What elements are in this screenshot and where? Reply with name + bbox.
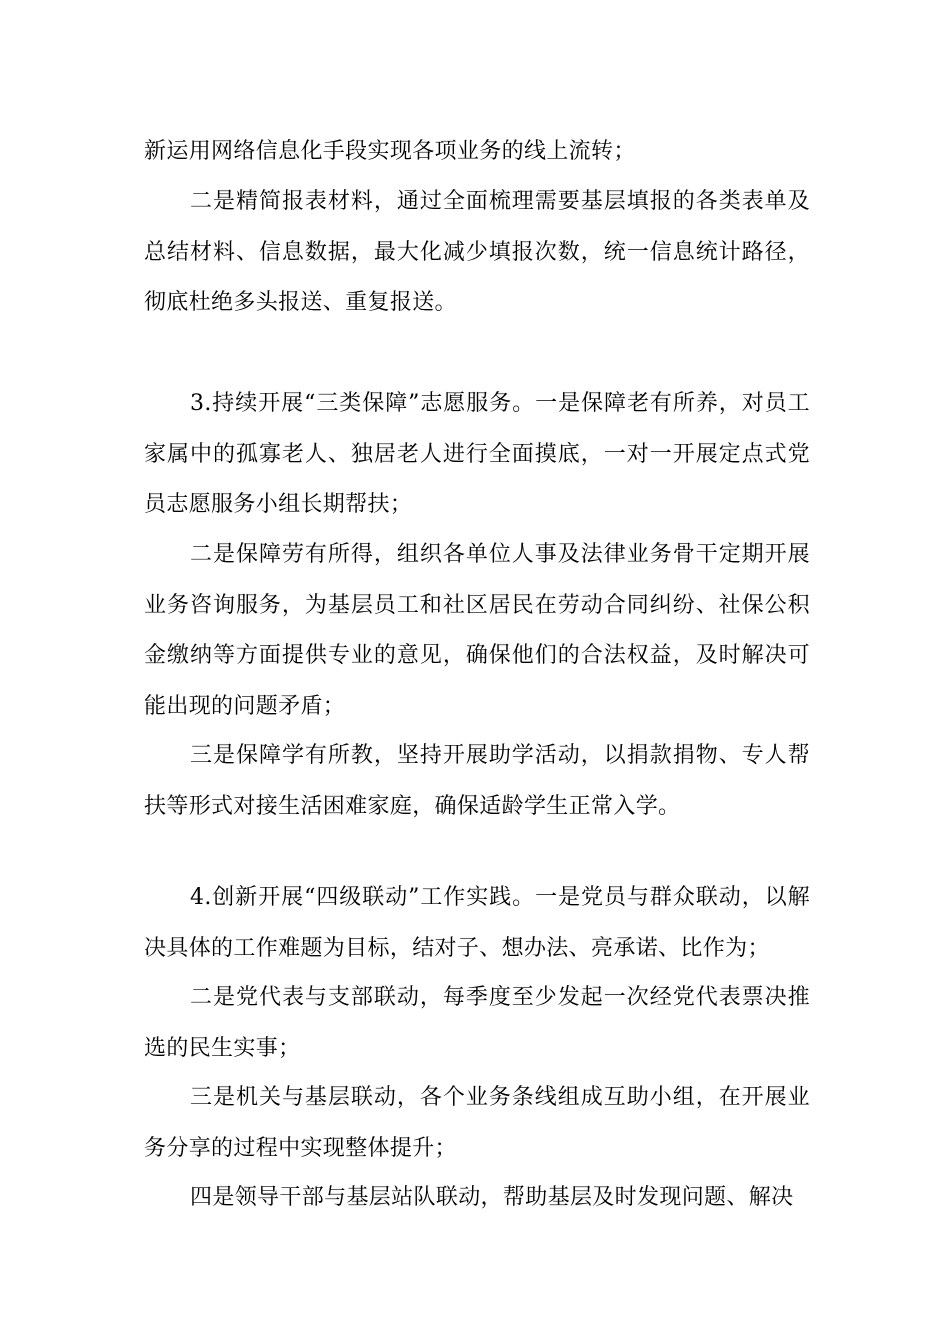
paragraph-education-guarantee: 三是保障学有所教，坚持开展助学活动，以捐款捐物、专人帮扶等形式对接生活困难家庭，确保适龄学生正常入学。	[144, 743, 810, 819]
paragraph-organ-linkage: 三是机关与基层联动，各个业务条线组成互助小组，在开展业务分享的过程中实现整体提升；	[144, 1085, 810, 1161]
paragraph-simplify-reports: 二是精简报表材料，通过全面梳理需要基层填报的各类表单及总结材料、信息数据，最大化减少填报次数，统一信息统计路径，彻底杜绝多头报送、重复报送。	[144, 189, 810, 315]
paragraph-delegate-linkage: 二是党代表与支部联动，每季度至少发起一次经党代表票决推选的民生实事；	[144, 985, 810, 1061]
paragraph-continuation: 新运用网络信息化手段实现各项业务的线上流转；	[144, 139, 636, 164]
paragraph-labor-guarantee: 二是保障劳有所得，组织各单位人事及法律业务骨干定期开展业务咨询服务，为基层员工和社区居民在劳动合同纠纷、社保公积金缴纳等方面提供专业的意见，确保他们的合法权益，及时解决可能出现的问题矛盾；	[144, 542, 810, 719]
paragraph-leader-linkage: 四是领导干部与基层站队联动，帮助基层及时发现问题、解决	[190, 1185, 794, 1210]
paragraph-three-guarantees: 3.持续开展“三类保障”志愿服务。一是保障老有所养，对员工家属中的孤寡老人、独居老人进行全面摸底，一对一开展定点式党员志愿服务小组长期帮扶；	[144, 391, 810, 517]
paragraph-four-level-linkage: 4.创新开展“四级联动”工作实践。一是党员与群众联动，以解决具体的工作难题为目标，结对子、想办法、亮承诺、比作为；	[144, 885, 810, 961]
